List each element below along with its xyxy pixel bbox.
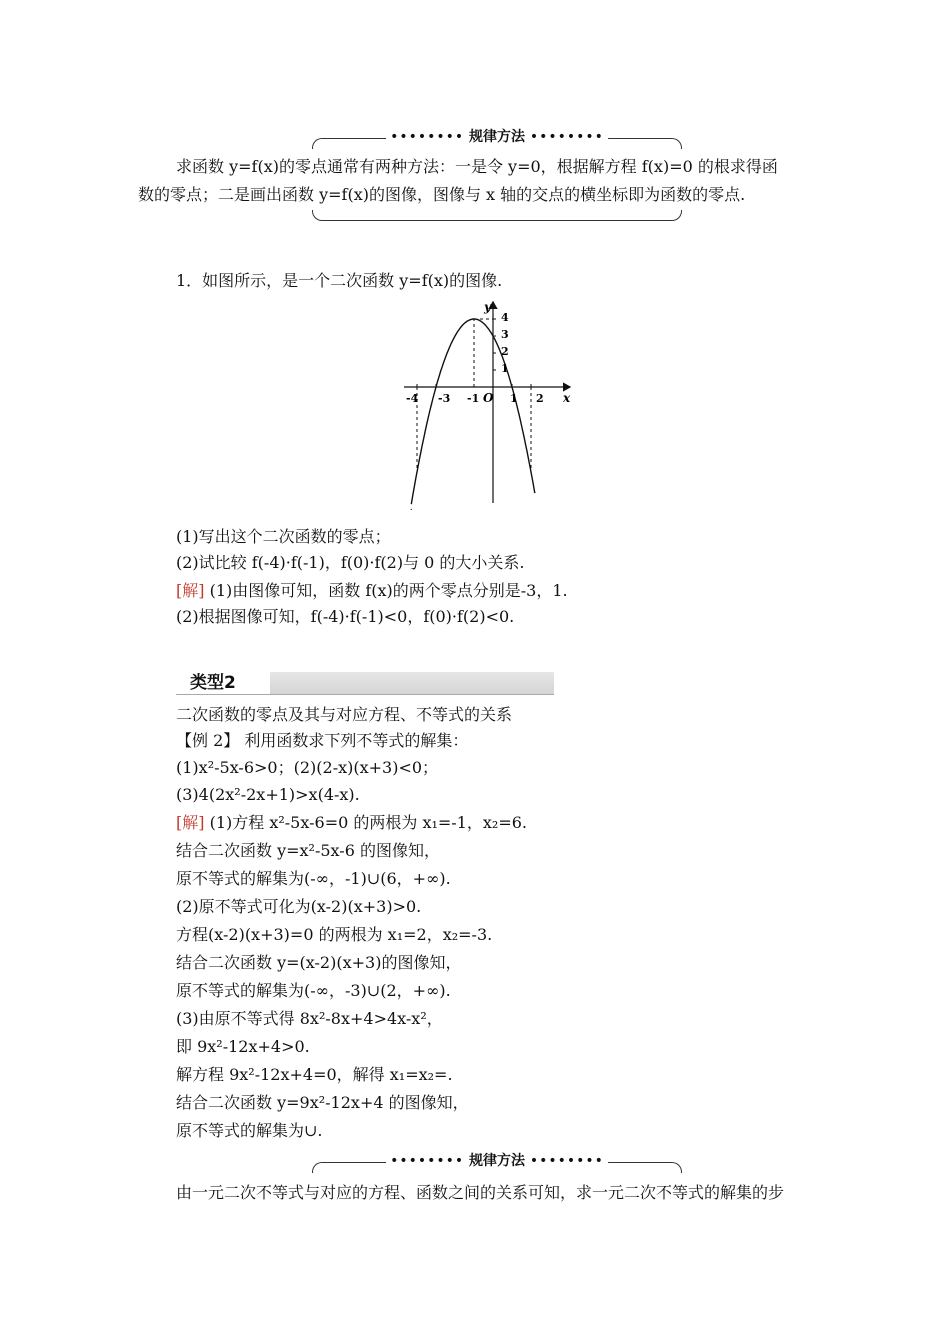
y-axis-label: y bbox=[484, 300, 491, 314]
question-1-solution-1: [解] (1)由图像可知，函数 f(x)的两个零点分别是-3，1. bbox=[176, 581, 568, 600]
curve-point bbox=[492, 335, 493, 336]
example-2-solution-line: (2)原不等式可化为(x-2)(x+3)>0. bbox=[176, 897, 422, 916]
rule-box-bottom-bracket bbox=[312, 210, 682, 221]
example-2-label: 【例 2】 bbox=[176, 731, 240, 750]
curve-point bbox=[473, 318, 474, 319]
x-axis-label: x bbox=[563, 391, 571, 405]
y-tick-label: 2 bbox=[501, 345, 509, 358]
rule-box-title: •••••••• 规律方法 •••••••• bbox=[386, 1152, 608, 1170]
curve-point bbox=[435, 386, 436, 387]
curve-point bbox=[511, 386, 512, 387]
solution-tag: [解] bbox=[176, 581, 205, 600]
solution-tag: [解] bbox=[176, 813, 205, 832]
question-1-solution-2: (2)根据图像可知，f(-4)·f(-1)<0，f(0)·f(2)<0. bbox=[176, 607, 515, 626]
parabola-curve bbox=[411, 319, 535, 504]
x-tick-label: -1 bbox=[467, 392, 480, 405]
curve-point bbox=[534, 492, 535, 493]
question-1-part-2: (2)试比较 f(-4)·f(-1)，f(0)·f(2)与 0 的大小关系. bbox=[176, 553, 525, 572]
example-2-heading: 【例 2】 利用函数求下列不等式的解集： bbox=[176, 731, 469, 750]
type-2-label: 类型2 bbox=[176, 672, 270, 694]
y-tick-label: 3 bbox=[501, 328, 509, 341]
rule-box-top-bracket bbox=[312, 1153, 682, 1173]
question-1-intro: 1．如图所示，是一个二次函数 y=f(x)的图像. bbox=[176, 271, 503, 290]
type-2-header bbox=[176, 672, 554, 695]
example-2-solution-line: 原不等式的解集为(-∞，-3)∪(2，+∞). bbox=[176, 981, 451, 1000]
example-2-solution-line: 即 9x²-12x+4>0. bbox=[176, 1037, 310, 1056]
method-text-line-2: 数的零点；二是画出函数 y=f(x)的图像，图像与 x 轴的交点的横坐标即为函数的零点. bbox=[138, 185, 746, 204]
curve-point bbox=[530, 471, 531, 472]
example-2-solution-line: 原不等式的解集为∪. bbox=[176, 1121, 323, 1140]
curve-point bbox=[411, 509, 412, 510]
example-2-part-1: (1)x²-5x-6>0；(2)(2-x)(x+3)<0； bbox=[176, 758, 439, 777]
example-2-part-2: (3)4(2x²-2x+1)>x(4-x). bbox=[176, 785, 360, 804]
curve-point bbox=[416, 471, 417, 472]
parabola-graph bbox=[400, 298, 580, 513]
final-method-text: 由一元二次不等式与对应的方程、函数之间的关系可知，求一元二次不等式的解集的步 bbox=[176, 1183, 785, 1202]
x-tick-label: -4 bbox=[406, 392, 419, 405]
x-tick-label: 2 bbox=[536, 392, 544, 405]
x-tick-label: -3 bbox=[438, 392, 451, 405]
question-1-part-1: (1)写出这个二次函数的零点； bbox=[176, 527, 391, 546]
example-2-solution-line: 结合二次函数 y=(x-2)(x+3)的图像知， bbox=[176, 953, 462, 972]
rule-box-title: •••••••• 规律方法 •••••••• bbox=[386, 128, 608, 146]
rule-box-top-bracket bbox=[312, 129, 682, 149]
example-2-solution-line: 原不等式的解集为(-∞，-1)∪(6，+∞). bbox=[176, 869, 451, 888]
y-tick-label: 1 bbox=[501, 362, 509, 375]
example-2-solution-line: 结合二次函数 y=x²-5x-6 的图像知， bbox=[176, 841, 440, 860]
curve-point bbox=[454, 335, 455, 336]
x-tick-label: 1 bbox=[510, 392, 518, 405]
type-2-title: 二次函数的零点及其与对应方程、不等式的关系 bbox=[176, 705, 513, 724]
example-2-solution-1: [解] (1)方程 x²-5x-6=0 的两根为 x₁=-1，x₂=6. bbox=[176, 813, 527, 832]
example-2-solution-line: (3)由原不等式得 8x²-8x+4>4x-x²， bbox=[176, 1009, 443, 1028]
example-2-solution-line: 方程(x-2)(x+3)=0 的两根为 x₁=2，x₂=-3. bbox=[176, 925, 493, 944]
example-2-solution-line: 解方程 9x²-12x+4=0，解得 x₁=x₂=. bbox=[176, 1065, 453, 1084]
y-tick-label: 4 bbox=[501, 311, 509, 324]
origin-label: O bbox=[483, 391, 494, 405]
example-2-solution-line: 结合二次函数 y=9x²-12x+4 的图像知， bbox=[176, 1093, 469, 1112]
method-text-line-1: 求函数 y=f(x)的零点通常有两种方法：一是令 y=0，根据解方程 f(x)=0 的根求得函 bbox=[176, 157, 778, 176]
